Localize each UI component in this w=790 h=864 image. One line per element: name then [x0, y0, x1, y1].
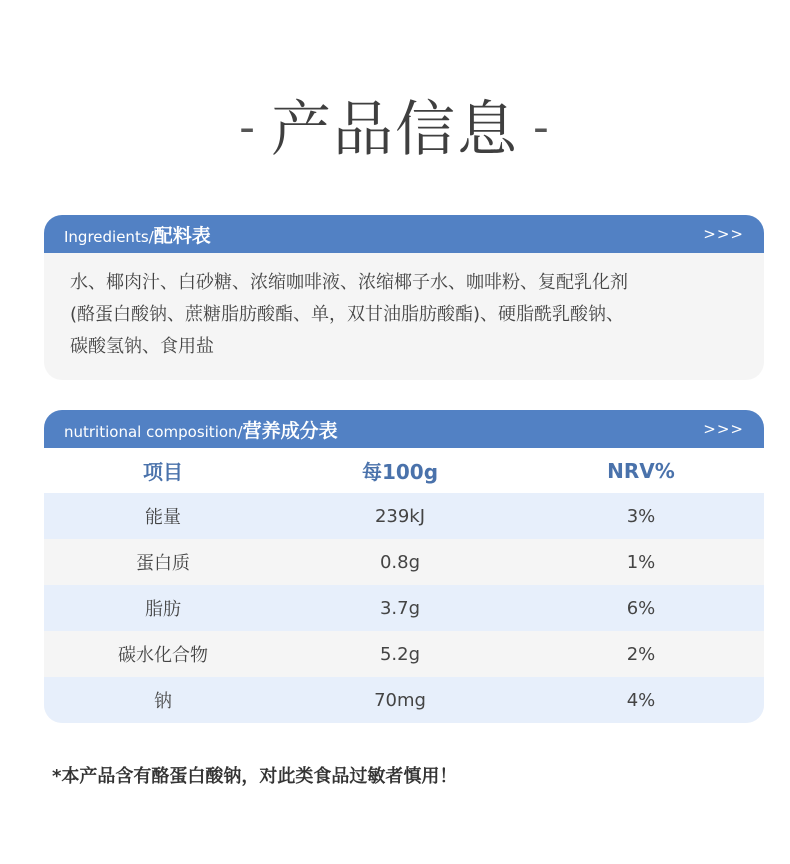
ingredients-line: (酪蛋白酸钠、蔗糖脂肪酸酯、单，双甘油脂肪酸酯)、硬脂酰乳酸钠、	[70, 304, 625, 325]
title-dash-right: -	[533, 102, 551, 153]
ingredients-line: 碳酸氢钠、食用盐	[70, 336, 214, 357]
ingredients-label-zh: 配料表	[153, 224, 211, 247]
ingredients-text	[44, 253, 764, 363]
nutrition-card	[44, 410, 764, 723]
nutrition-label-zh: 营养成分表	[242, 419, 338, 442]
row-item: 脂肪	[145, 599, 181, 620]
nutrition-label	[64, 416, 338, 443]
row-item: 碳水化合物	[118, 645, 208, 666]
table-row	[44, 585, 764, 631]
row-item: 蛋白质	[136, 553, 190, 574]
table-row	[44, 677, 764, 723]
nutrition-header	[44, 410, 764, 448]
nutrition-arrows: >>>	[703, 420, 744, 438]
nutrition-table-header	[44, 448, 764, 493]
ingredients-line: 水、椰肉汁、白砂糖、浓缩咖啡液、浓缩椰子水、咖啡粉、复配乳化剂	[70, 272, 628, 293]
row-value: 3.7g	[379, 597, 421, 619]
row-nrv: 4%	[626, 689, 656, 711]
row-nrv: 2%	[626, 643, 656, 665]
ingredients-header	[44, 215, 764, 253]
row-value: 5.2g	[379, 643, 421, 665]
nutrition-label-en: nutritional composition/	[64, 422, 243, 441]
header-per-100g: 每100g	[361, 460, 439, 484]
ingredients-arrows: >>>	[703, 225, 744, 243]
row-value: 0.8g	[379, 551, 421, 573]
row-item: 能量	[145, 507, 181, 528]
table-row	[44, 539, 764, 585]
page-title	[0, 88, 790, 170]
header-nrv: NRV%	[607, 458, 675, 483]
allergy-note: *本产品含有酪蛋白酸钠，对此类食品过敏者慎用！	[52, 766, 458, 787]
title-text: 产品信息	[271, 95, 519, 165]
row-item: 钠	[154, 691, 172, 712]
header-item: 项目	[143, 460, 183, 484]
ingredients-label-en: Ingredients/	[64, 227, 154, 246]
ingredients-card	[44, 215, 764, 380]
ingredients-label	[64, 221, 211, 248]
row-nrv: 3%	[626, 505, 656, 527]
table-row	[44, 631, 764, 677]
title-dash-left: -	[239, 102, 257, 153]
table-row	[44, 493, 764, 539]
row-value: 239kJ	[374, 505, 426, 527]
row-nrv: 6%	[626, 597, 656, 619]
row-value: 70mg	[374, 689, 426, 711]
row-nrv: 1%	[626, 551, 656, 573]
